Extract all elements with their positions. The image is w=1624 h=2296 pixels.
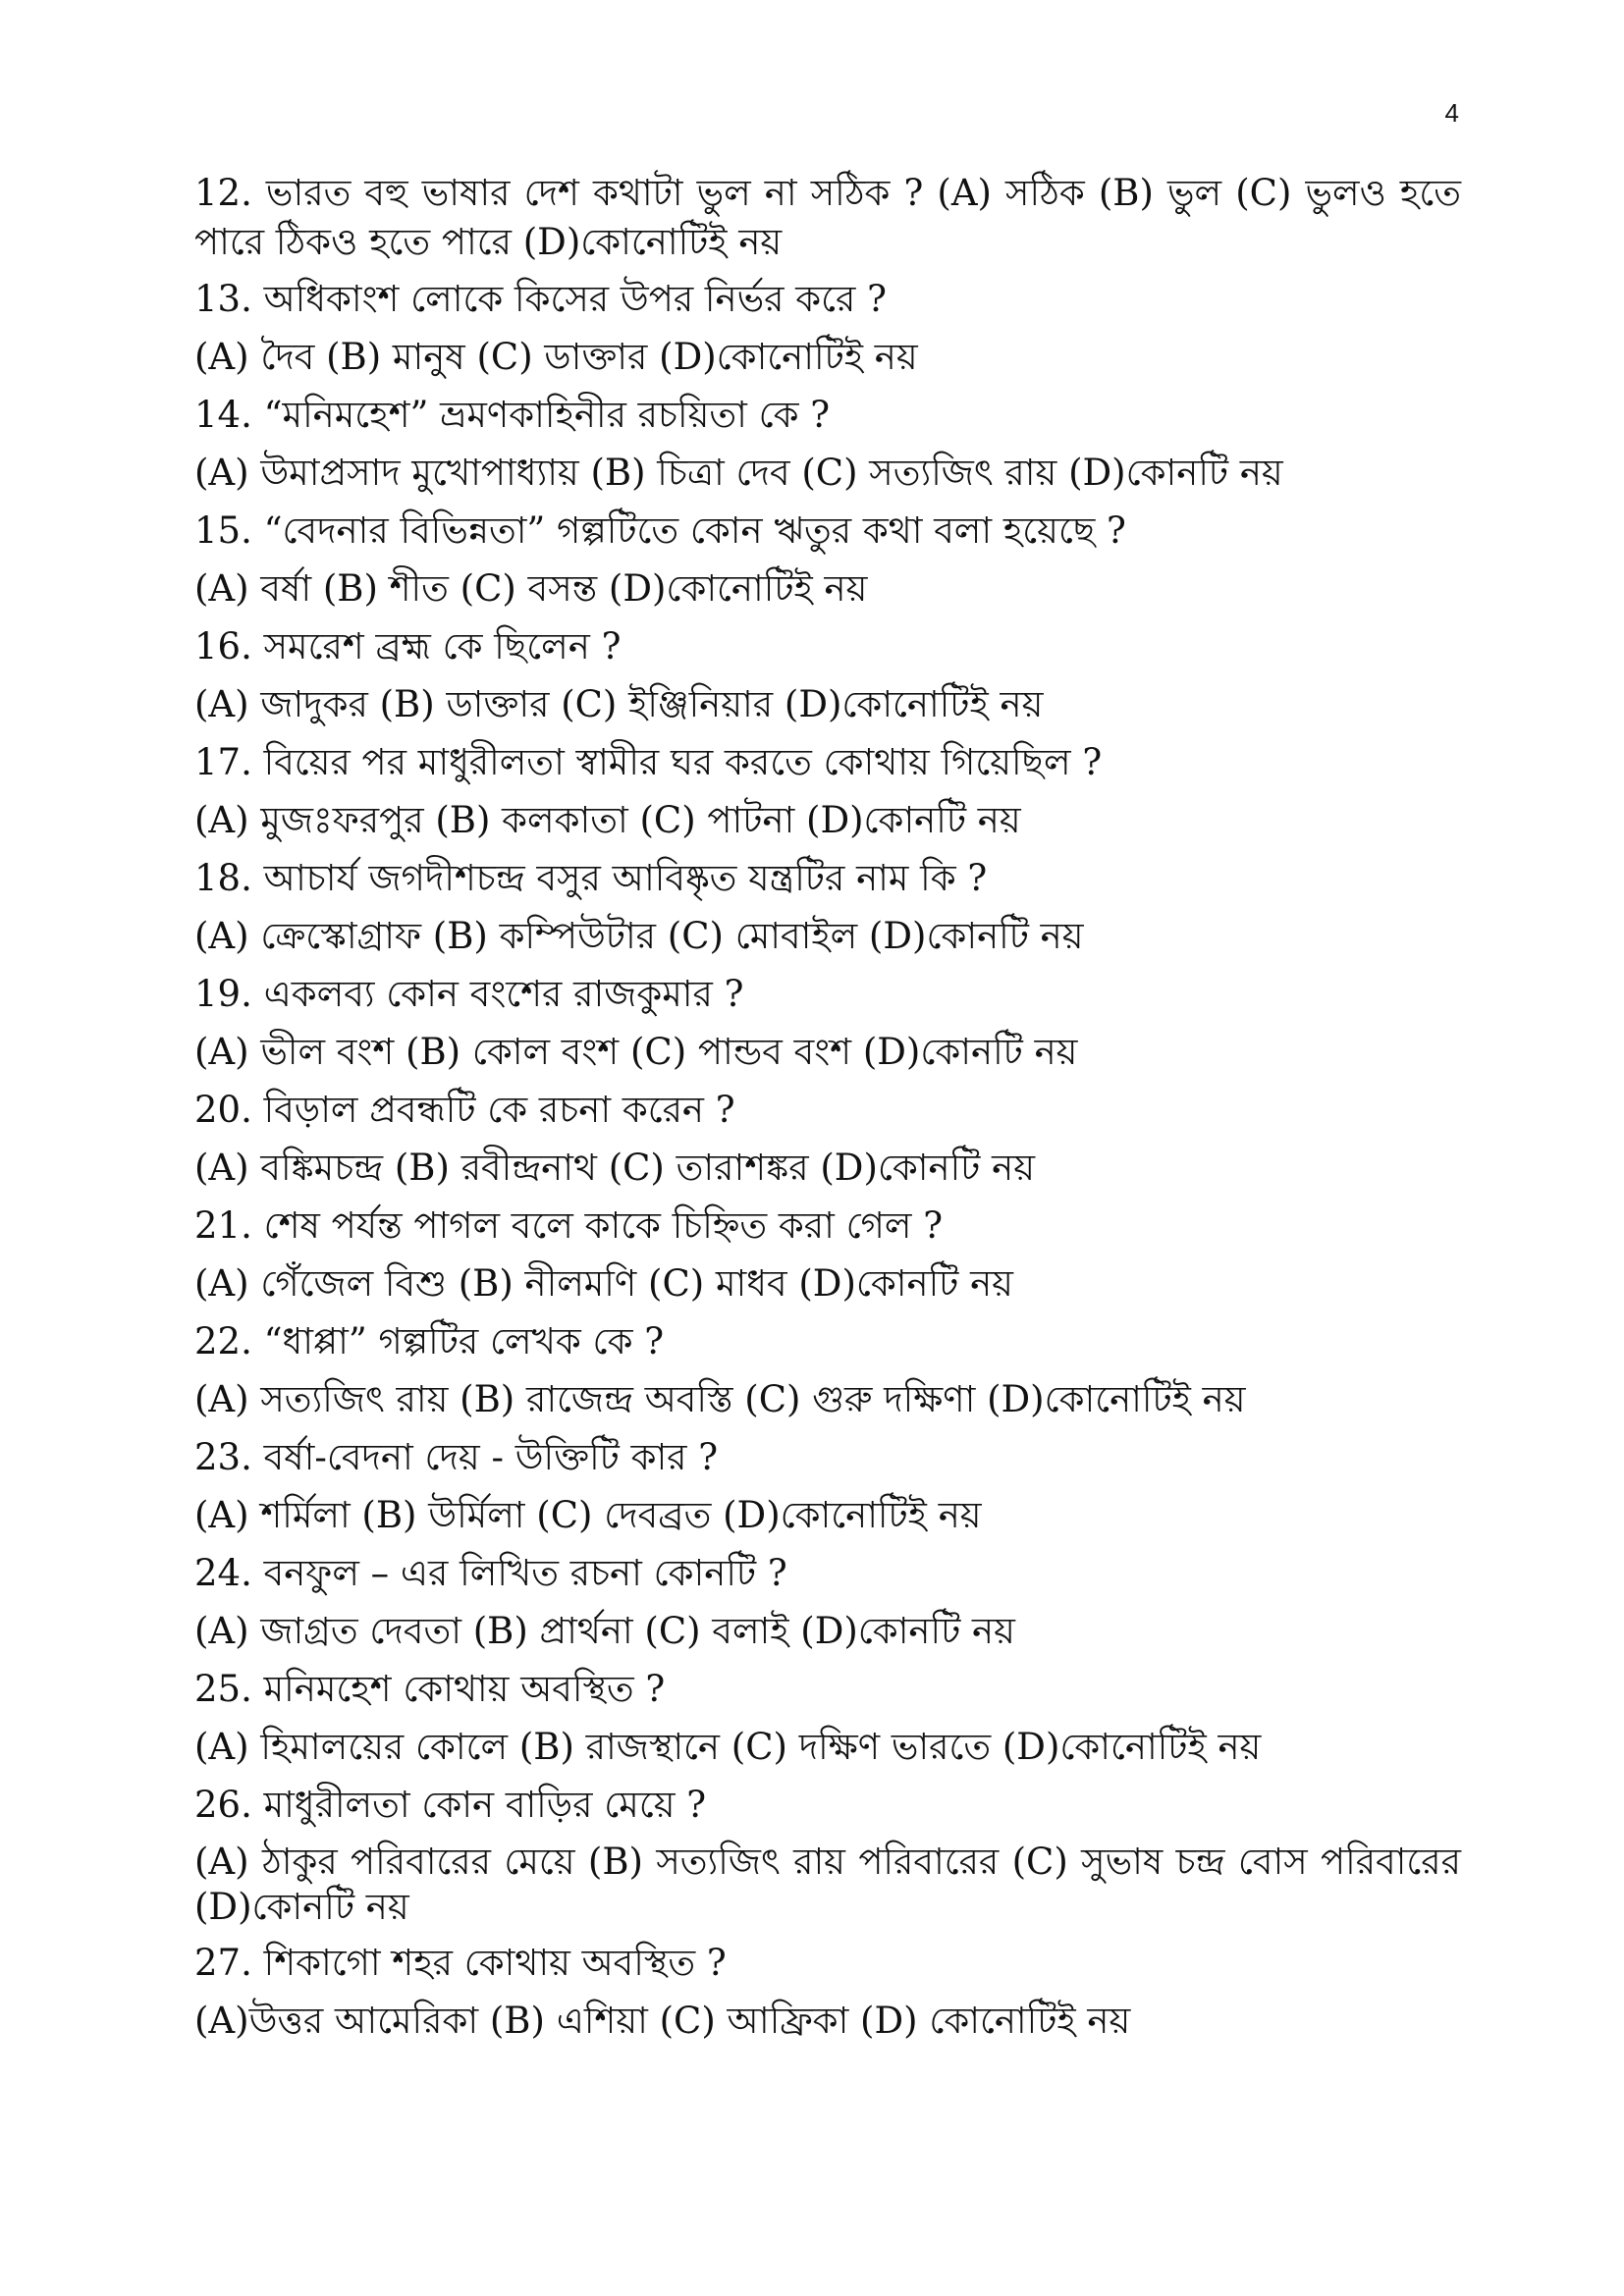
options-18: (A) ক্রেস্কোগ্রাফ (B) কম্পিউটার (C) মোবাইল (D)কোনটি নয় bbox=[194, 915, 1084, 957]
options-22: (A) সত্যজিৎ রায় (B) রাজেন্দ্র অবস্তি (C) গুরু দক্ষিণা (D)কোনোটিই নয় bbox=[194, 1378, 1246, 1420]
options-23: (A) শর্মিলা (B) উর্মিলা (C) দেবব্রত (D)কোনোটিই নয় bbox=[194, 1494, 982, 1536]
question-18: 18. আচার্য জগদীশচন্দ্র বসুর আবিষ্কৃত যন্ত্রটির নাম কি ? bbox=[194, 857, 988, 899]
question-17: 17. বিয়ের পর মাধুরীলতা স্বামীর ঘর করতে কোথায় গিয়েছিল ? bbox=[194, 741, 1103, 783]
options-14: (A) উমাপ্রসাদ মুখোপাধ্যায় (B) চিত্রা দেব (C) সত্যজিৎ রায় (D)কোনটি নয় bbox=[194, 452, 1283, 494]
options-24: (A) জাগ্রত দেবতা (B) প্রার্থনা (C) বলাই (D)কোনটি নয় bbox=[194, 1610, 1015, 1652]
question-20: 20. বিড়াল প্রবন্ধটি কে রচনা করেন ? bbox=[194, 1089, 735, 1131]
question-26: 26. মাধুরীলতা কোন বাড়ির মেয়ে ? bbox=[194, 1784, 707, 1826]
page-number: 4 bbox=[1444, 98, 1459, 128]
question-12: 12. ভারত বহু ভাষার দেশ কথাটা ভুল না সঠিক ? (A) সঠিক (B) ভুল (C) ভুলও হতে পারে ঠিকও হতে পারে (D)কোনোটিই নয় bbox=[194, 172, 1461, 263]
options-26: (A) ঠাকুর পরিবারের মেয়ে (B) সত্যজিৎ রায় পরিবারের (C) সুভাষ চন্দ্র বোস পরিবারের (D)কোনটি নয় bbox=[194, 1841, 1461, 1928]
options-21: (A) গেঁজেল বিশু (B) নীলমণি (C) মাধব (D)কোনটি নয় bbox=[194, 1262, 1013, 1305]
question-23: 23. বর্ষা-বেদনা দেয় - উক্তিটি কার ? bbox=[194, 1436, 719, 1478]
options-16: (A) জাদুকর (B) ডাক্তার (C) ইঞ্জিনিয়ার (D)কোনোটিই নয় bbox=[194, 683, 1044, 725]
question-21: 21. শেষ পর্যন্ত পাগল বলে কাকে চিহ্নিত করা গেল ? bbox=[194, 1204, 944, 1247]
question-19: 19. একলব্য কোন বংশের রাজকুমার ? bbox=[194, 973, 744, 1015]
options-25: (A) হিমালয়ের কোলে (B) রাজস্থানে (C) দক্ষিণ ভারতে (D)কোনোটিই নয় bbox=[194, 1726, 1262, 1768]
options-17: (A) মুজঃফরপুর (B) কলকাতা (C) পাটনা (D)কোনটি নয় bbox=[194, 799, 1021, 841]
question-15: 15. “বেদনার বিভিন্নতা” গল্পটিতে কোন ঋতুর কথা বলা হয়েছে ? bbox=[194, 509, 1126, 552]
question-16: 16. সমরেশ ব্রহ্ম কে ছিলেন ? bbox=[194, 625, 622, 667]
options-13: (A) দৈব (B) মানুষ (C) ডাক্তার (D)কোনোটিই নয় bbox=[194, 336, 918, 378]
question-25: 25. মনিমহেশ কোথায় অবস্থিত ? bbox=[194, 1668, 666, 1710]
options-20: (A) বঙ্কিমচন্দ্র (B) রবীন্দ্রনাথ (C) তারাশঙ্কর (D)কোনটি নয় bbox=[194, 1147, 1035, 1189]
question-22: 22. “ধাপ্পা” গল্পটির লেখক কে ? bbox=[194, 1320, 665, 1362]
options-27: (A)উত্তর আমেরিকা (B) এশিয়া (C) আফ্রিকা (D) কোনোটিই নয় bbox=[194, 2000, 1131, 2042]
question-list bbox=[194, 169, 1461, 2056]
question-24: 24. বনফুল – এর লিখিত রচনা কোনটি ? bbox=[194, 1552, 787, 1594]
options-15: (A) বর্ষা (B) শীত (C) বসন্ত (D)কোনোটিই নয় bbox=[194, 567, 868, 610]
question-27: 27. শিকাগো শহর কোথায় অবস্থিত ? bbox=[194, 1942, 727, 1984]
question-14: 14. “মনিমহেশ” ভ্রমণকাহিনীর রচয়িতা কে ? bbox=[194, 394, 831, 436]
question-13: 13. অধিকাংশ লোকে কিসের উপর নির্ভর করে ? bbox=[194, 278, 887, 320]
options-19: (A) ভীল বংশ (B) কোল বংশ (C) পান্ডব বংশ (D)কোনটি নয় bbox=[194, 1031, 1078, 1073]
